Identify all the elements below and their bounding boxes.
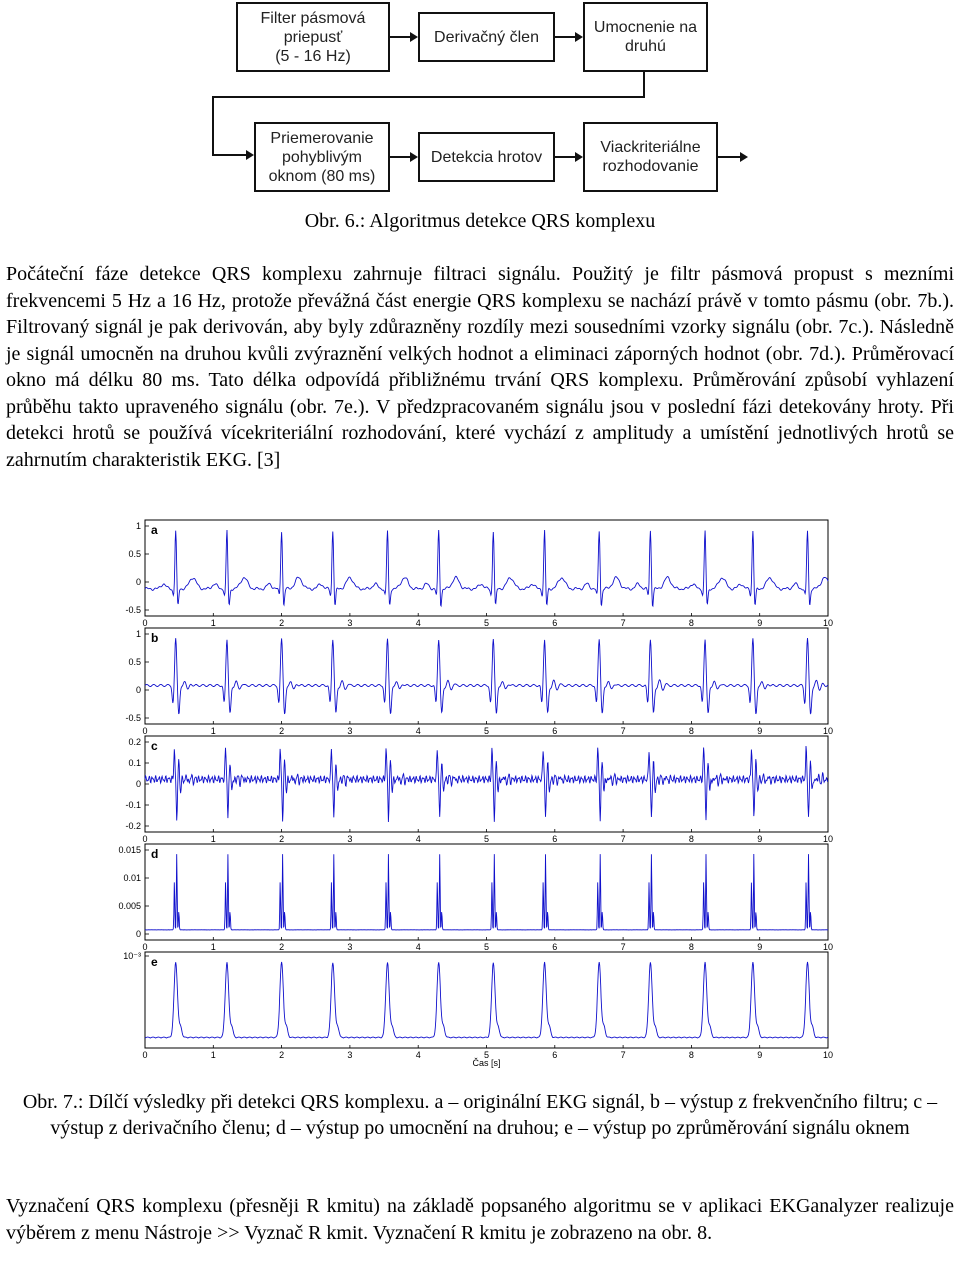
panel-d-ytick-label: 0: [135, 929, 141, 939]
panel-c-ytick-label: 0.1: [128, 758, 141, 768]
panel-a-ytick-label: -0.5: [125, 605, 141, 615]
panel-a-xtick-label: 6: [552, 618, 558, 628]
panel-c-ytick-label: -0.1: [125, 800, 141, 810]
panel-b-xtick-label: 1: [210, 726, 216, 736]
panel-a-xtick-label: 3: [347, 618, 353, 628]
panel-e-xtick-label: 6: [552, 1050, 558, 1060]
panel-d-ytick-label: 0.005: [118, 901, 141, 911]
panel-d-xtick-label: 6: [552, 942, 558, 952]
panel-e-xtick-label: 4: [415, 1050, 421, 1060]
panel-a-xtick-label: 8: [688, 618, 694, 628]
panel-c-ytick-label: 0: [135, 779, 141, 789]
ecg-figure: [0, 508, 960, 1080]
flow-box-derivative: Derivačný člen: [418, 12, 555, 62]
panel-a-ytick-label: 1: [135, 521, 141, 531]
panel-a-xtick-label: 7: [620, 618, 626, 628]
panel-e-ytick-label: 10⁻³: [123, 951, 141, 961]
panel-d-ytick-label: 0.01: [123, 873, 141, 883]
figure-6-caption: Obr. 6.: Algoritmus detekce QRS komplexu: [304, 210, 656, 232]
panel-e-xtick-label: 0: [142, 1050, 148, 1060]
panel-d-frame: [145, 844, 828, 940]
panel-a-xtick-label: 1: [210, 618, 216, 628]
flow-box-filter: Filter pásmová priepusť (5 - 16 Hz): [236, 2, 390, 72]
panel-c-xtick-label: 5: [483, 834, 490, 844]
panel-b-ytick-label: 1: [135, 629, 141, 639]
panel-b-xtick-label: 9: [757, 726, 763, 736]
panel-a-xtick-label: 10: [822, 618, 834, 628]
body-paragraph-2: Vyznačení QRS komplexu (přesněji R kmitu) na základě popsaného algoritmu se v aplikaci EKGanalyzer realizuje výběrem z menu Nástroje >> Vyznač R kmit. Vyznačení R kmitu je zobrazeno na obr. 8.: [6, 1195, 954, 1244]
panel-b-xtick-label: 0: [142, 726, 148, 736]
panel-d-ytick-label: 0.015: [118, 845, 141, 855]
panel-c-xtick-label: 6: [552, 834, 558, 844]
panel-b-xtick-label: 6: [552, 726, 558, 736]
panel-e-label: e: [151, 955, 158, 969]
panel-c-ytick-label: -0.2: [125, 821, 141, 831]
panel-b-xtick-label: 7: [620, 726, 626, 736]
panel-d-xtick-label: 3: [347, 942, 353, 952]
panel-d-xtick-label: 2: [279, 942, 285, 952]
x-axis-label: Čas [s]: [472, 1058, 501, 1068]
panel-a-ytick-label: 0.5: [128, 549, 141, 559]
figure-7-caption: Obr. 7.: Dílčí výsledky při detekci QRS komplexu. a – originální EKG signál, b – výstup z frekvenčního filtru; c – výstup z derivačního členu; d – výstup po umocnění na druhou; e – výstup po zprůměrování signálu oknem: [22, 1091, 938, 1139]
panel-d-xtick-label: 4: [415, 942, 421, 952]
panel-d-xtick-label: 9: [757, 942, 763, 952]
panel-b-xtick-label: 5: [483, 726, 490, 736]
panel-b-xtick-label: 4: [415, 726, 421, 736]
panel-b-ytick-label: 0: [135, 685, 141, 695]
flow-box-square: Umocnenie na druhú: [583, 2, 708, 72]
panel-e-xtick-label: 10: [822, 1050, 834, 1060]
panel-c-xtick-label: 3: [347, 834, 353, 844]
panel-c-xtick-label: 8: [688, 834, 694, 844]
panel-e-xtick-label: 2: [279, 1050, 285, 1060]
panel-e-xtick-label: 8: [688, 1050, 694, 1060]
panel-c-xtick-label: 9: [757, 834, 763, 844]
panel-d-label: d: [151, 847, 159, 861]
panel-c-ytick-label: 0.2: [128, 737, 141, 747]
panel-c-frame: [145, 736, 828, 832]
panel-b-xtick-label: 3: [347, 726, 353, 736]
panel-c-xtick-label: 10: [822, 834, 834, 844]
flow-box-moving-average: Priemerovanie pohyblivým oknom (80 ms): [254, 122, 390, 192]
panel-a-ytick-label: 0: [135, 577, 141, 587]
panel-b-frame: [145, 628, 828, 724]
panel-d-xtick-label: 1: [210, 942, 216, 952]
panel-b-label: b: [151, 631, 159, 645]
panel-a-frame: [145, 520, 828, 616]
panel-a-xtick-label: 9: [757, 618, 763, 628]
panel-b-ytick-label: -0.5: [125, 713, 141, 723]
panel-e-xtick-label: 9: [757, 1050, 763, 1060]
panel-b-xtick-label: 2: [279, 726, 285, 736]
panel-d-xtick-label: 5: [483, 942, 490, 952]
panel-b-ytick-label: 0.5: [128, 657, 141, 667]
panel-e-frame: [145, 952, 828, 1048]
panel-d-xtick-label: 8: [688, 942, 694, 952]
panel-e-xtick-label: 5: [483, 1050, 490, 1060]
panel-c-xtick-label: 1: [210, 834, 216, 844]
panel-a-label: a: [151, 523, 158, 537]
panel-b-xtick-label: 8: [688, 726, 694, 736]
panel-e-xtick-label: 1: [210, 1050, 216, 1060]
panel-c-xtick-label: 0: [142, 834, 148, 844]
panel-b-xtick-label: 10: [822, 726, 834, 736]
body-paragraph-1: Počáteční fáze detekce QRS komplexu zahrnuje filtraci signálu. Použitý je filtr pásmová propust s mezními frekvencemi 5 Hz a 16 Hz, protože převážná část energie QRS komplexu se nachází právě v tomto pásmu (obr. 7b.). Filtrovaný signál je pak derivován, aby byly zdůrazněny rozdíly mezi sousedními vzorky signálu (obr. 7c.). Následně je signál umocněn na druhou kvůli zvýraznění velkých hodnot a eliminaci záporných hodnot (obr. 7d.). Průměrovací okno má délku 80 ms. Tato délka odpovídá přibližnému trvání QRS komplexu. Průměrování způsobí vyhlazení průběhu takto upraveného signálu (obr. 7e.). V předzpracovaném signálu jsou v poslední fázi detekovány hroty. Při detekci hrotů se používá vícekriteriální rozhodování, které vychází z amplitudy a umístění jednotlivých hrotů se zahrnutím charakteristik EKG. [3]: [6, 263, 954, 471]
panel-c-xtick-label: 4: [415, 834, 421, 844]
panel-a-xtick-label: 0: [142, 618, 148, 628]
panel-d-xtick-label: 0: [142, 942, 148, 952]
panel-d-xtick-label: 10: [822, 942, 834, 952]
flow-box-decision: Viackriteriálne rozhodovanie: [583, 122, 718, 192]
panel-a-xtick-label: 4: [415, 618, 421, 628]
panel-a-xtick-label: 5: [483, 618, 490, 628]
flow-box-peak-detection: Detekcia hrotov: [418, 132, 555, 182]
panel-e-xtick-label: 3: [347, 1050, 353, 1060]
panel-c-xtick-label: 7: [620, 834, 626, 844]
panel-e-xtick-label: 7: [620, 1050, 626, 1060]
panel-c-label: c: [151, 739, 158, 753]
panel-c-xtick-label: 2: [279, 834, 285, 844]
panel-a-xtick-label: 2: [279, 618, 285, 628]
panel-d-xtick-label: 7: [620, 942, 626, 952]
